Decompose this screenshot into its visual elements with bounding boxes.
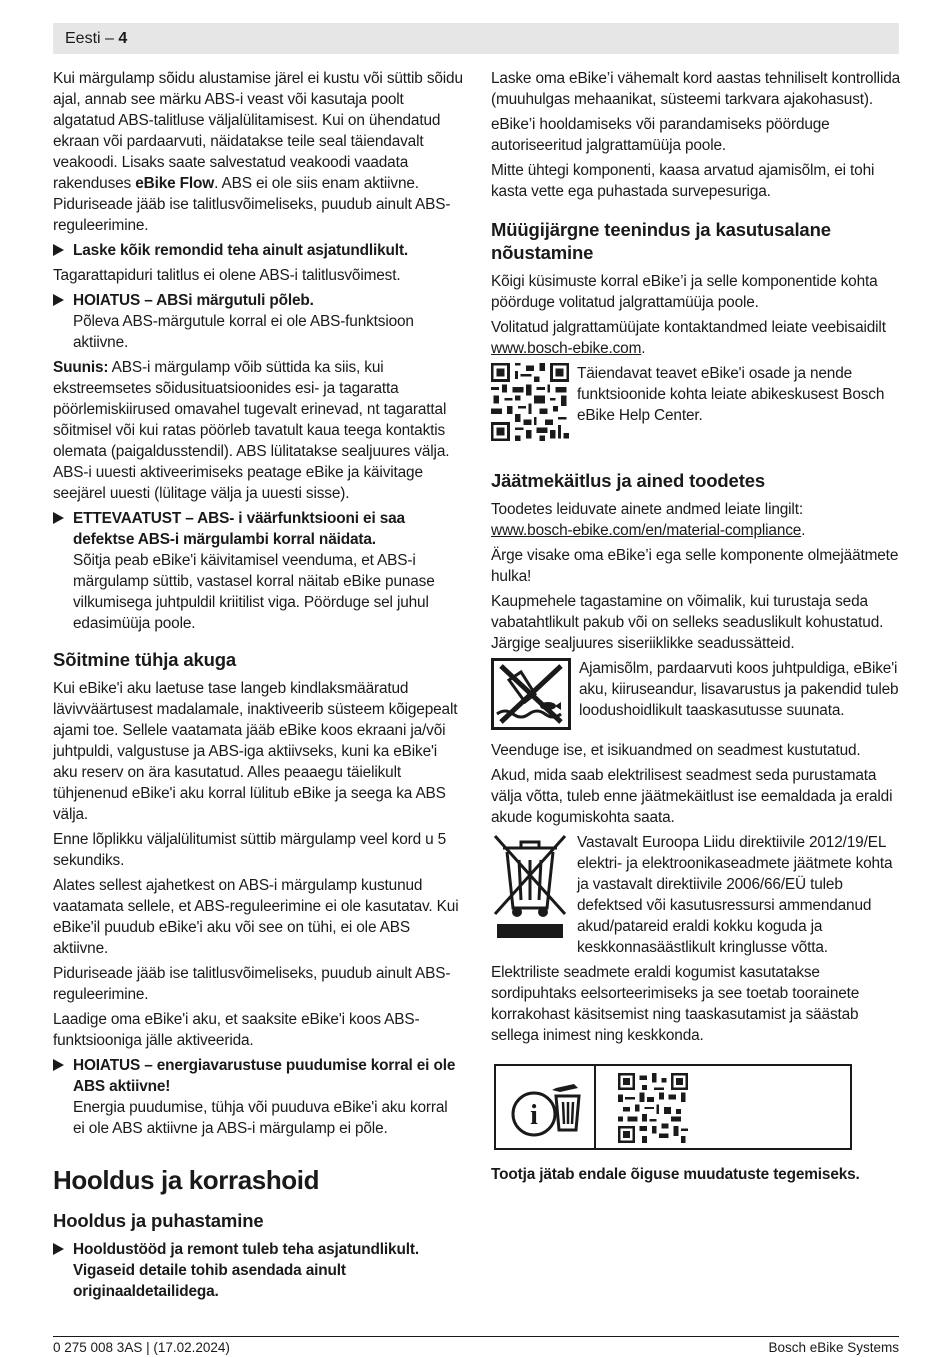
paragraph: Ärge visake oma eBike’i ega selle komponente olmejäätmete hulka! [491, 547, 899, 585]
right-column [491, 68, 901, 1189]
bullet-triangle-icon [53, 1243, 64, 1255]
app-name: eBike Flow [135, 175, 215, 192]
note-label: Suunis: [53, 359, 109, 376]
header-language: Eesti – [65, 30, 119, 47]
warning-title: HOIATUS – ABSi märgutuli põleb. [73, 292, 314, 309]
page-number: 4 [118, 30, 128, 47]
bullet-triangle-icon [53, 244, 64, 256]
warning-title: Hooldustööd ja remont tuleb teha asjatundlikult. Vigaseid detaile tohib asendada ainult originaaldetailidega. [73, 1241, 419, 1300]
paragraph: Mitte ühtegi komponenti, kaasa arvatud ajamisõlm, ei tohi kasta vette ega puhastada survepesuriga. [491, 162, 875, 200]
info-letter: i [530, 1100, 538, 1131]
paragraph: Elektriliste seadmete eraldi kogumist kasutatakse sordipuhtaks eelsorteerimiseks ja see toetab toorainete korrakohast käsitsemist ning taaskasutamist ja säästab sellega inimest ning keskkonda. [491, 964, 860, 1044]
warning-body: Sõitja peab eBike'i käivitamisel veenduma, et ABS-i märgulamp süttib, vastasel korral näitab eBike punase vilkumisega juhtpuldil kriitilist viga. Pöörduge sel juhul edasimüüja poole. [73, 552, 435, 632]
paragraph: Akud, mida saab elektrilisest seadmest seda purustamata välja võtta, tuleb enne jäätmekäitlust ise eemaldada ja eraldi akude kogumiskohta saata. [491, 767, 893, 826]
paragraph: Piduriseade jääb ise talitlusvõimeliseks, puudub ainult ABS-reguleerimine. [53, 965, 451, 1003]
paragraph: Laadige oma eBike'i aku, et saaksite eBike'i koos ABS-funktsiooniga jälle aktiveerida. [53, 1011, 420, 1049]
warning-item [53, 1055, 463, 1139]
recycling-info-box [494, 1064, 852, 1150]
bullet-triangle-icon [53, 294, 64, 306]
disposal-description: Ajamisõlm, pardaarvuti koos juhtpuldiga, eBike'i aku, kiiruseandur, lisavarustus ja pakendid tuleb loodushoidlikult taaskasutusse suunata. [579, 660, 899, 719]
warning-item [53, 1239, 463, 1302]
left-column [53, 68, 463, 1306]
recycling-qr-code-icon[interactable] [618, 1073, 688, 1149]
no-water-disposal-icon [491, 658, 571, 736]
qr-description: Täiendavat teavet eBike'i osade ja nende funktsioonide kohta leiate abikeskusest Bosch eBike Help Center. [577, 365, 885, 424]
warning-item [53, 240, 463, 261]
paragraph [53, 357, 463, 504]
text: Volitatud jalgrattamüüjate kontaktandmed leiate veebisaidilt [491, 319, 886, 336]
box-divider [594, 1066, 596, 1148]
paragraph: Kui eBike'i aku laetuse tase langeb kindlaksmääratud lävivväärtusest madalamale, inaktiveerib süsteem kõigepealt ajami toe. Sellele vaatamata jääb eBike koos ekraani ja/või juhtpuldi, valgustuse ja ABS-iga aktiivseks, kuni ka eBike'i aku reserv on ära kasutatud. Alles peaaegu täielikult tühjenenud eBike'i aku korral lülitub eBike ja seega ka ABS välja. [53, 680, 458, 823]
crossed-bin-icon [491, 832, 569, 950]
warning-title: Laske kõik remondid teha ainult asjatundlikult. [73, 242, 409, 259]
warning-body: Põleva ABS-märgutule korral ei ole ABS-funktsioon aktiivne. [73, 313, 414, 351]
paragraph: Alates sellest ajahetkest on ABS-i märgulamp kustunud vaatamata sellele, et ABS-reguleerimine ei ole kasutatav. Kui eBike'il puudub eBike'i aku või see on tühi, ei ole ABS aktiivne. [53, 877, 459, 957]
text: Toodetes leiduvate ainete andmed leiate lingilt: [491, 501, 803, 518]
qr-code-icon[interactable] [491, 363, 569, 447]
manufacturer-note: Tootja jätab endale õiguse muudatuste tegemiseks. [491, 1166, 860, 1183]
text: Kui märgulamp sõidu alustamise järel ei kustu või süttib sõidu ajal, annab see märku ABS-i veast või kasutaja poolt algatatud ABS-talitluse väljalülitamisest. Kui on ühendatud ekraan või pardaarvuti, näidatakse teile seal täiendavalt veakoodi. Lisaks saate salvestatud veakoodi vaadata rakenduses [53, 70, 463, 192]
chapter-heading: Hooldus ja korrashoid [53, 1165, 320, 1195]
bullet-triangle-icon [53, 512, 64, 524]
paragraph: Enne lõplikku väljalülitumist süttib märgulamp veel kord u 5 sekundiks. [53, 831, 447, 869]
section-heading: Jäätmekäitlus ja ained toodetes [491, 470, 765, 491]
text: . [801, 522, 806, 539]
section-heading: Sõitmine tühja akuga [53, 649, 237, 670]
text: . [641, 340, 646, 357]
weee-info-block [491, 832, 901, 958]
section-heading: Müügijärgne teenindus ja kasutusalane nõustamine [491, 219, 831, 263]
paragraph [53, 68, 463, 236]
warning-body: Energia puudumise, tühja või puuduva eBike'i aku korral ei ole ABS aktiivne ja ABS-i märgulamp ei põle. [73, 1099, 448, 1137]
info-trash-icon [504, 1074, 588, 1146]
paragraph [491, 499, 901, 541]
page-header [53, 23, 899, 54]
material-compliance-link[interactable]: www.bosch-ebike.com/en/material-compliance [491, 522, 802, 539]
company-name: Bosch eBike Systems [768, 1340, 899, 1355]
paragraph: Veenduge ise, et isikuandmed on seadmest kustutatud. [491, 742, 861, 759]
footer-divider [53, 1336, 899, 1337]
warning-item [53, 290, 463, 353]
header-label [65, 29, 127, 49]
paragraph: eBike’i hooldamiseks või parandamiseks pöörduge autoriseeritud jalgrattamüüja poole. [491, 116, 830, 154]
paragraph: Kõigi küsimuste korral eBike’i ja selle komponentide kohta pöörduge volitatud jalgrattamüüja poole. [491, 273, 878, 311]
section-heading: Hooldus ja puhastamine [53, 1210, 264, 1231]
text: . ABS ei ole siis enam aktiivne. Piduriseade jääb ise talitlusvõimeliseks, puudub ainult ABS-reguleerimine. [53, 175, 451, 234]
website-link[interactable]: www.bosch-ebike.com [491, 340, 642, 357]
paragraph: Laske oma eBike’i vähemalt kord aastas tehniliselt kontrollida (muuhulgas mehaanikat, süsteemi tarkvara ajakohasust). [491, 70, 901, 108]
warning-item [53, 508, 463, 634]
weee-description: Vastavalt Euroopa Liidu direktiivile 2012/19/EL elektri- ja elektroonikaseadmete jäätmete kohta ja vastavalt direktiivile 2006/66/EÜ tuleb defektsed või kasutusressursi ammendanud akud/patareid eraldi kokku koguda ja keskkonnasäästlikult kringlusse võtta. [577, 834, 893, 956]
document-code: 0 275 008 3AS | (17.02.2024) [53, 1340, 230, 1355]
disposal-info-block [491, 658, 901, 736]
paragraph: Tagarattapiduri talitlus ei olene ABS-i talitlusvõimest. [53, 267, 401, 284]
paragraph [491, 317, 901, 359]
bullet-triangle-icon [53, 1059, 64, 1071]
warning-title: ETTEVAATUST – ABS- i väärfunktsiooni ei saa defektse ABS-i märgulambi korral näidata. [73, 510, 405, 548]
paragraph: Kaupmehele tagastamine on võimalik, kui turustaja seda vabatahtlikult pakub või on selleks seaduslikult kohustatud. Järgige sealjuures siseriiklikke seadussätteid. [491, 593, 884, 652]
text: ABS-i märgulamp võib süttida ka siis, kui ekstreemsetes sõidusituatsioonides esi- ja tagaratta pöörlemiskiirused omavahel tugevalt erinevad, nt tagarattal sõitmisel või kui ratas pöörleb tavatult kaua teega kontaktis olemata (paigaldusstendil). ABS lülitatakse sealjuures välja. ABS-i uuesti aktiveerimiseks peatage eBike ja käivitage seejärel uuesti (lülitage välja ja uuesti sisse). [53, 359, 450, 502]
warning-title: HOIATUS – energiavarustuse puudumise korral ei ole ABS aktiivne! [73, 1057, 456, 1095]
qr-info-block [491, 363, 901, 447]
